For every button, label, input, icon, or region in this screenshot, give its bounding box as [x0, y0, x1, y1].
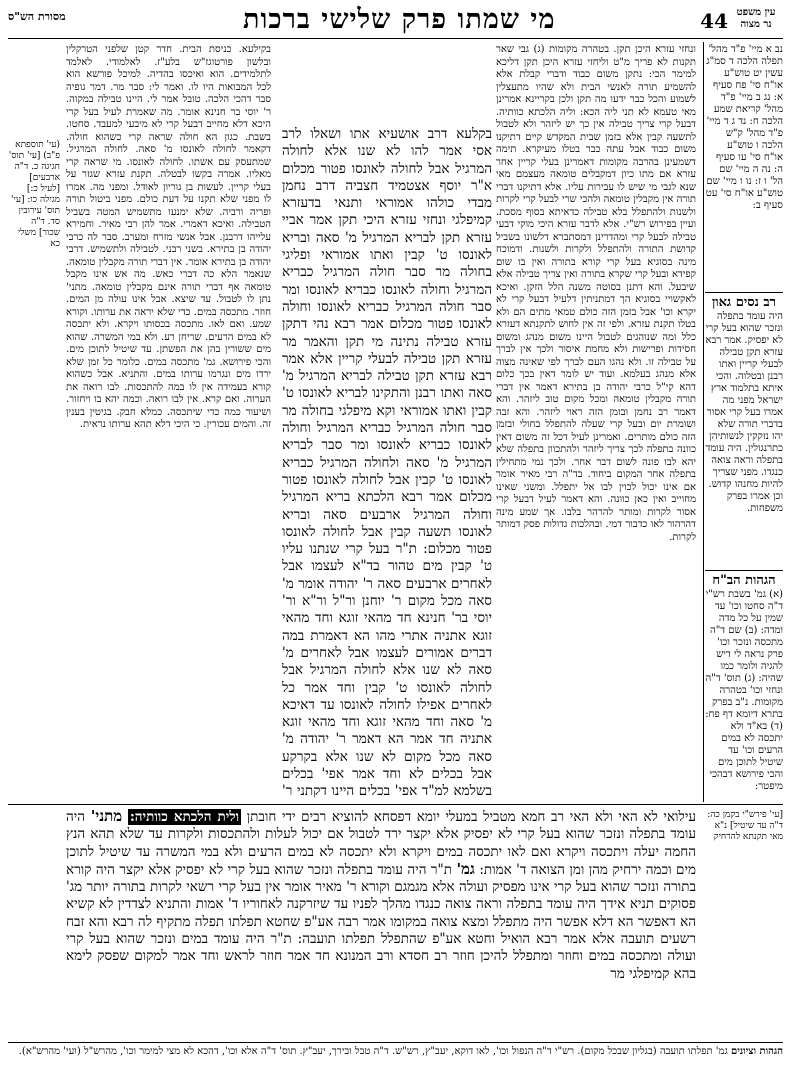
- gemara-lower-block: [66, 808, 696, 1040]
- mishna-text: היה עומד בתפלה ונזכר שהוא בעל קרי לא יפסיק אלא יקצר ירד לטבול אם יכול לעלות ולהתכסות ולקרות עד שלא תהא הנץ החמה יעלה ויתכסה ויקרא ואם לאו יתכסה במים ויקרא ולא יתכסה לא במים הרעים ולא במי המשרה עד שיטיל לתוכן מים וכמה ירחיק מהן ומן הצואה ד' אמות:: [66, 809, 696, 878]
- tosafot-text: ונחזי עזרא היכן תקן. בטהרה מקומות (ג) גבי שאר תקנות לא פריך מ"ט וליחזי עזרא היכן תקן דליכא למימר הכי: נתקן משום כבוד ודברי קבלת אלא להשמיע תורה לאנשי הבית ולא שהיו מתעצלין לשמוע והכל כבר ידעו מה תקן ולכן בקריינא אמרינן מאי טעמא לא תני ליה הכא: וליה הלכתא כוותיה. דבעל קרי צריך טבילה אין כך יש ליזהר ולא לטבול לתשעה קבין אלא בזמן שבית המקדש קיים דתיקנו משום כבוד אבל עתה כבר בטלו מעיקרא. תימה דשמעינן בהרבה מקומות דאמרינן בעלי קריין אחר עזרא אם מתו כיון דמקבלים טומאה מעצמם מאי שנא לגבי מי שיש לו עבירות עליו. אלא דתיקנו דברי תורה אין מקבלין טומאה ולהכי שרי לבעל קרי לקרות ולשנות ולהתפלל בלא טבילה כדאיתא בסוף מסכת. ועיין בפירוש רש"י. אלא לדבר עזרא היכי מוקי דבעי טבילה לבעל קרי ומהדרינן דמסתברא דלשונו בשביל קדושת התורה ולהתפלל ולקרות ולשנות. ודמוכח מינה בסוגיא בעל קרי קורא בתורה ואין בו שום קפידא ובעל קרי שקרא בתורה ואין צריך טבילה אלא שיבעל. והא דתנן בסוטה משנה הלל הזקן. ואיכא לאקשויי בסוגיא הך דמתניתין דלעיל דבעל קרי לא יקרא וכו' אבל בזמן הזה כולם טמאי מתים הם ולא בטלו תקנת עזרא. ולפי זה אין לחוש לתקנתא דעזרא כלל ומה שנוהגים לטבול היינו משום מנהג ומשום חסידות ופרישות ולא מחמת איסור ולכך אין לברך על טבילה זו. ולא נהגו העם לברך לפי שאינה מצוה אלא מנהג בעלמא. ועוד יש לומר דאין בכך כלום דהא קי"ל כרבי יהודה בן בתירא דאמר אין דברי תורה מקבלין טומאה ומכל מקום טוב ליזהר. והא דאמר רב נחמן ובזמן הזה ראוי ליזהר. והא זבה ושומרת יום ובעל קרי שעלה להתפלל בחולי ובזמן הזה כולם מותרים. ואמרינן לעיל דכל זה משום דאין כוונה בתפלה לכך צריך ליזהר ולהתכוון בתפלה שלא יהא לבו פונה לשום דבר אחר. ולכך נמי מתחילין בתפלה אחר המקום ביחוד. בד"ה רבי מאיר אומר אם אינו יכול לכוין לבו אל יתפלל. ומשני שאינו מחוייב ואין כאן כוונה. והא דאמר לעיל דבעל קרי אסור לקרות ומותר להרהר בלבו. אך שמע מינה דהרהור לאו כדבור דמי. ובהלכות גדולות פסק דמותר לקרות.: [496, 44, 696, 543]
- rav-nissim-title: רב נסים גאון: [711, 295, 777, 310]
- outer-gutter-notes: (עי' תוספתא פ"ב) [עי' תוס' חגיגה כ. ד"ה ארבעים] [לעיל כ:] מגילה כו: [עי' תוס' עירובין סד. ד"ה שכור] משלי כא: [8, 140, 60, 249]
- mishna-marker: מתני': [90, 808, 123, 825]
- gemara-main-column: [282, 126, 492, 802]
- footer-rule: [8, 1042, 783, 1043]
- hagahot-habach-box: [705, 570, 783, 801]
- page-number: 44: [700, 9, 728, 33]
- lower-rule: [8, 804, 783, 805]
- gemara-lower-text: ת"ר היה עומד בתפלה ונזכר שהוא בעל קרי לא יפסיק אלא יקצר היה קורא בתורה ונזכר שהוא בעל קרי אינו מפסיק ועולה אלא מגמגם וקורא ר' מאיר אומר אין בעל קרי רשאי לקרות בתורה יותר מג' פסוקים תניא אידך היה עומד בתפלה וראה צואה כנגדו מהלך לפניו עד שיזרקנה לאחוריו ד' אמות והתניא לצדדין לא קשיא הא דאפשר הא דלא אפשר היה מתפלל ומצא צואה במקומו אמר רבה אע"פ שחטא תפלתו תפלה מתקיף לה רבא והא זבח רשעים תועבה אלא אמר רבא הואיל וחטא אע"פ שהתפלל תפלתו תועבה: ת"ר היה עומד במים ונזכר שהוא בעל קרי ועולה ומתכסה במים וחוזר ומתפלל להיכן חוזר רב חסדא ורב המנונא חד אמר חוזר לראש וחד אמר למקום שפסק לימא בהא קמיפלגי מר: [66, 861, 696, 982]
- hagahot-habach-title: הגהות הב"ח: [712, 573, 776, 588]
- outer-divider-right: [703, 42, 704, 802]
- rashi-text: בקילעא. כניסת הבית. חדר קטן שלפני הטרקלין ובלשון פורטוגז"ש בלע"ז. לאלמודי. לאלמד לתלמידים. הוא ואיכסו בהדיה. למיכל פורשא הוא לכל המבואות היו לו. ואמר לי: סבר מר. דמר גופיה סבר דהכי הלכה. טובל אמר לי. היינו טבילה במקוה. ר' יוסי בר חנינא אומר. מה שאמרת לעיל בעל קרי היכא דלא מחייב דבעל קרי לא מיבעי למעבד. סחטו. בשבת. כגון הא חולה שראה קרי כשהוא חולה. דקאמר לחולה לאונסו מ' סאה. לחולה המרגיל. שמתעסק עם אשתו. לחולה לאונסו. מי שראה קרי מאליו. אמרה בקשו לבטלה. תקנת עזרא שגזר על בעלי קריין. לעשות בן גוריון לאודל. ומפני מה. אמרו לו מפני שלא תקנו על דעת כולם. מפני ביטול תורה ופריה ורביה. שלא ימנעו מתשמיש המטה בשביל הטבילה. ואיכא דאמרי. אמר להן רבי מאיר. וחמירא עלייהו דרבנן. אבל אנשי מזרח ומערב. סבר לה כרבי יהודה בן בתירא. בשני רבני. לטבילה ולתשמיש. דרבי יהודה בן בתירא אומר. אין דברי תורה מקבלין טומאה. שנאמר הלא כה דברי כאש. מה אש אינו מקבל טומאה אף דברי תורה אינם מקבלין טומאה. מתני' נתן לו לטבול. עד שיצא. אבל אינו עולה מן המים. חוזר. מתכסה במים. כדי שלא יראה את ערותו. וקורא שמע. ואם לאו. מתכסה בכסותו ויקרא. ולא יתכסה לא במים הרעים. שריחן רע. ולא במי המשרה. שהוא מים ששורין בהן את הפשתן. עד שיטיל לתוכן מים. והכי פירושא. גמ' מתכסה במים. כלומר כל זמן שלא ירדו מים ונגרמו ערותו במים. והתניא. אבל כשהוא קורא בעמידה אין לו במה להתכסות. לבו רואה את הערוה. ואם קרא. אין לבו רואה. וכמה יהא בו ויחזור. ושיעור כמה כדי שיתכסה. כמלא חבק. בגיטין בענין זה. והמים עכורין. כי היכי דלא תהא ערותו נראית.: [66, 44, 271, 430]
- lower-right-gutter: [703, 810, 783, 1040]
- footer: [8, 1046, 783, 1066]
- header-rule: [8, 38, 783, 39]
- hagahot-habach-text: (א) גמ' בשבת רש"י ד"ה סחטו וכו' עד שמין על כל מדה ומדה: (ב) שם ד"ה מתכסה ונזכר וכו' פרק נראה לי דיש להגיה ולומר כמו שהיה: (ג) תוס' ד"ה ונחזי וכו' בטהרה מקומות. נ"ב בפרק בתרא דיומא דף פח: (ד) בא"ד ולא יתכסה לא במים הרעים וכו' עד שיטיל לתוכן מים והכי פירושא דבהכי מיפטר:: [705, 589, 783, 792]
- outer-gutter: [8, 140, 60, 800]
- footer-text: גמ' תפלתו תועבה (בגליון שבכל מקום). רש"י ד"ה הנפול וכו', לאו דוקא, יעב"ץ, רש"ש. ד"ה טבל ובירך, יעב"ץ. תוס' ד"ה אלא וכו', דהכא לא מצי למימר וכו', מהרש"ל (ועי' מהרש"א).: [18, 1046, 728, 1057]
- ein-mishpat-header: עין משפט נר מצוה: [736, 7, 776, 30]
- gemara-lower-lead: עילואי לא האי ולא האי רב חמא מטביל במעלי יומא דפסחא להוציא רבים ידי חובתן: [246, 809, 696, 825]
- rav-nissim-box: [705, 292, 783, 565]
- rashi-column: [66, 44, 271, 799]
- rav-nissim-text: היה עומד בתפלה ונזכר שהוא בעל קרי לא יפסיק. אמר רבא עזרא תקן טבילה לבעלי קריין ואתו רבנן ובטלוה. והכי איתא בתלמוד ארץ ישראל מפני מה אמרו בעל קרי אסור בדברי תורה שלא יהו נזקקין לנשותיהן כתרנגולין. היה עומד בתפלה וראה צואה כנגדו. מפני שצריך להיות מחנהו קדוש. וכן אמרו בפרק משפחות.: [705, 311, 783, 514]
- page-header: [8, 4, 783, 36]
- ein-mishpat-text: נב א מיי' פ"ד מהל' תפלה הלכה ד סמ"ג עשין יט טוש"ע או"ח סי' פח סעיף א: נג ב מיי' פ"ד מהל' קריאת שמע הלכה ח: נד ג ד מיי' פ"ד מהל' ק"ש הלכה ו טוש"ע או"ח סי' עו סעיף ה: נה ה מיי' שם הל' ו ז: נו ו מיי' שם טוש"ע או"ח סי' עט סעיף ב:: [705, 44, 783, 211]
- footer-label: הגהות וציונים: [730, 1046, 783, 1057]
- lower-right-notes: [עי' פירש"י בקמן כה: ד"ה עד שיטיל] נ"א מאי תקנתא להרחיק: [707, 810, 783, 842]
- tosafot-column: [496, 44, 696, 604]
- lower-left-gutter: [8, 810, 60, 1040]
- ein-mishpat-column: [705, 44, 783, 284]
- mesoret-header: מסורת הש"ס: [8, 10, 66, 23]
- gemara-main-text: בקלעא דרב אושעיא אתו ושאלו לרב אסי אמר להו לא שנו אלא לחולה המרגיל אבל לחולה לאונסו פטור מכלום א"ר יוסף אצטמיד חצביה דרב נחמן מבדי כולהו אמוראי ותנאי בדעזרא קמיפלגי ונחזי עזרא היכי תקן אמר אביי עזרא תקן לבריא המרגיל מ' סאה ובריא לאונסו ט' קבין ואתו אמוראי ופליגי בחולה מר סבר חולה המרגיל כבריא המרגיל וחולה לאונסו כבריא לאונסו ומר סבר חולה המרגיל כבריא לאונסו וחולה לאונסו פטור מכלום אמר רבא נהי דתקן עזרא טבילה נתינה מי תקן והאמר מר עזרא תקן טבילה לבעלי קריין אלא אמר רבא עזרא תקן טבילה לבריא המרגיל מ' סאה ואתו רבנן והתקינו לבריא לאונסו ט' קבין ואתו אמוראי וקא מיפלגי בחולה מר סבר חולה המרגיל כבריא המרגיל וחולה לאונסו כבריא לאונסו ומר סבר לבריא המרגיל מ' סאה ולחולה המרגיל כבריא לאונסו ט' קבין אבל לחולה לאונסו פטור מכלום אמר רבא הלכתא בריא המרגיל וחולה המרגיל ארבעים סאה ובריא לאונסו תשעה קבין אבל לחולה לאונסו פטור מכלום: ת"ר בעל קרי שנתנו עליו ט' קבין מים טהור בד"א לעצמו אבל לאחרים ארבעים סאה ר' יהודה אומר מ' סאה מכל מקום ר' יוחנן ור"ל ור"א ור' יוסי בר' חנינא חד מהאי זוגא וחד מהאי זוגא אתניה אתרי מהו הא דאמרת במה דברים אמורים לעצמו אבל לאחרים מ' סאה לא שנו אלא לחולה המרגיל אבל לחולה לאונסו ט' קבין וחד אמר כל לאחרים אפילו לחולה לאונסו עד דאיכא מ' סאה וחד מהאי זוגא וחד מהאי זוגא אתניה חד אמר הא דאמר ר' יהודה מ' סאה מכל מקום לא שנו אלא בקרקע אבל בכלים לא וחד אמר אפי' בכלים בשלמא למ"ד אפי' בכלים היינו דקתני ר': [282, 126, 492, 800]
- gemara-marker: גמ': [456, 859, 475, 878]
- highlighted-ruling: ולית הלכתא כוותיה:: [129, 809, 240, 825]
- page-title: מי שמתו פרק שלישי ברכות: [243, 4, 556, 35]
